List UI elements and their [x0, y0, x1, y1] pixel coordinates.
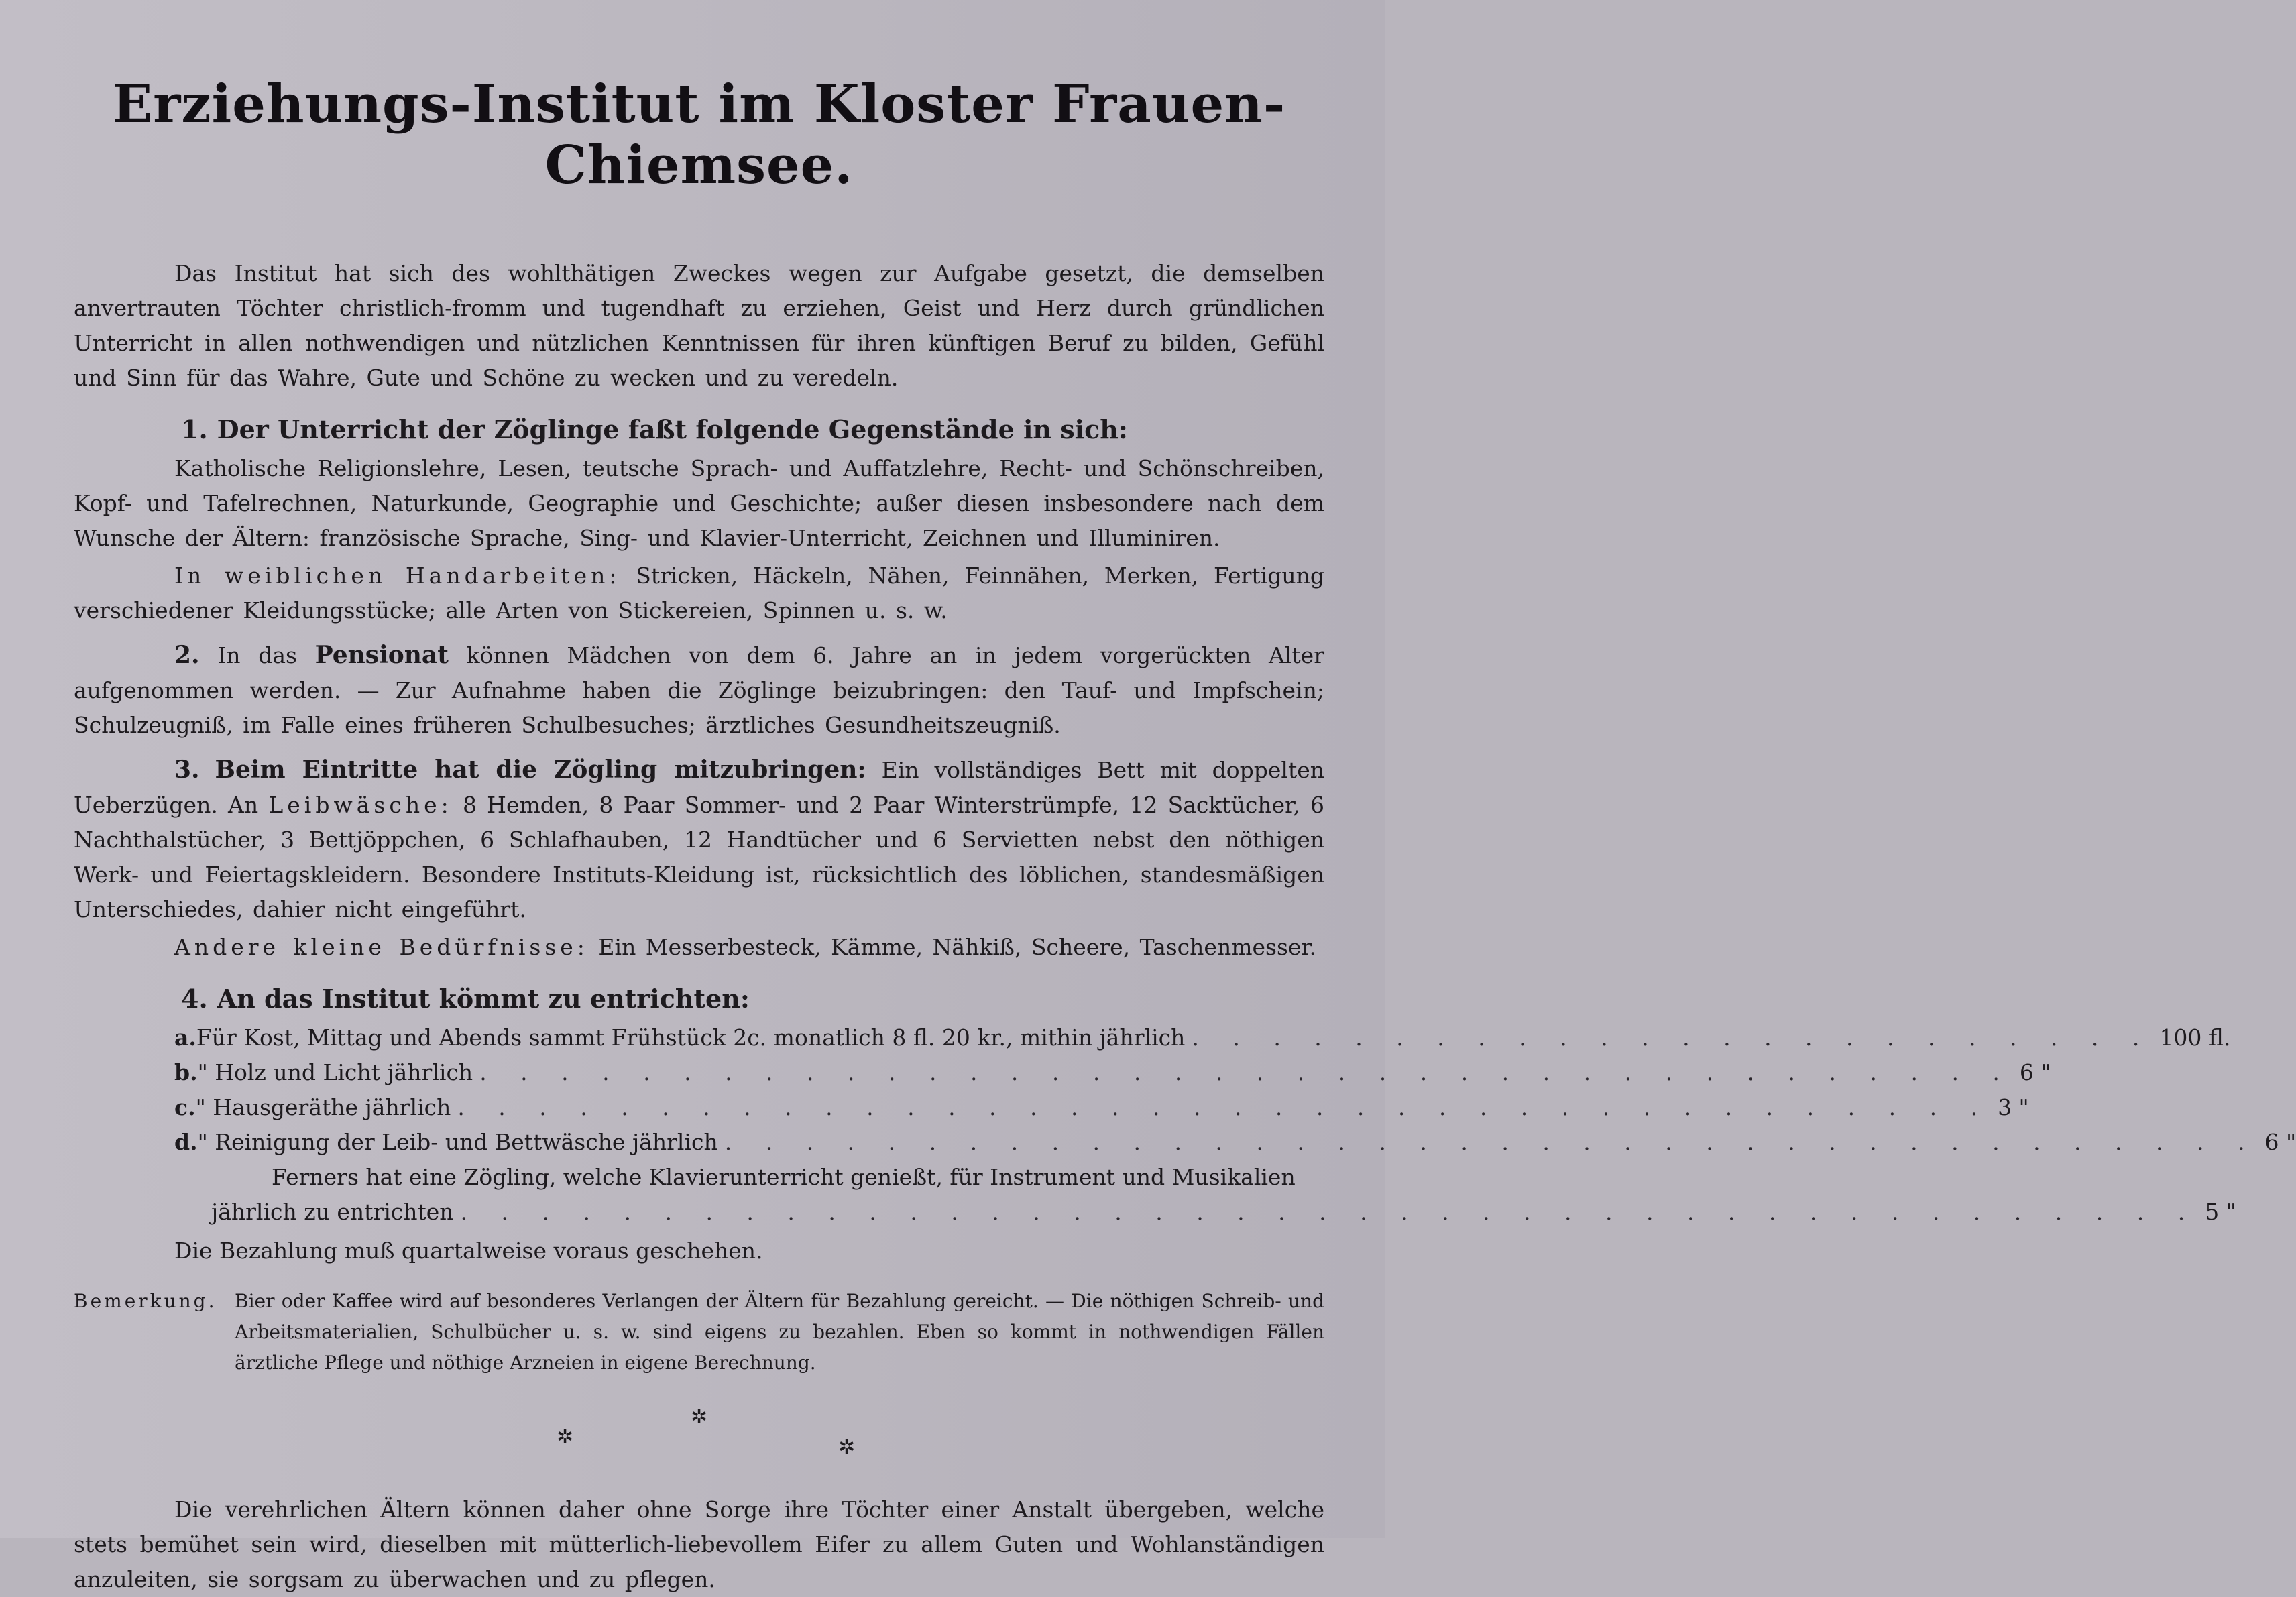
star-ornament: ✲: [838, 1435, 856, 1459]
fee-letter: b.: [174, 1059, 198, 1085]
fee-text: Für Kost, Mittag und Abends sammt Frühstück 2c. monatlich 8 fl. 20 kr., mithin jährlich: [196, 1024, 1186, 1051]
section-2-text-b: können Mädchen von dem 6. Jahre an in jedem vorgerückten Alter aufgenommen werden. — Zur Aufnahme haben die Zöglinge beizubringen: den Tauf- und Impfschein; Schulzeugniß, im Falle eines früheren Schulbesuches; ärztliches Gesundheitszeugniß.: [74, 642, 1324, 738]
ornament-stars: [74, 1405, 1324, 1479]
page-title: Erziehungs-Institut im Kloster Frauen-Chiemsee.: [112, 74, 1286, 196]
section-4-number: 4.: [181, 984, 208, 1014]
section-3-paragraph: [74, 752, 1324, 927]
fee-letter: d.: [174, 1129, 198, 1155]
fee-amount: 5 ": [2205, 1199, 2236, 1225]
fee-leader-dots: . . . . . . . . . . . . . . . . . . . . . . . . . . . . . . . . . . . . . .: [479, 1059, 2013, 1085]
fee-amount: 3 ": [1998, 1094, 2029, 1120]
fee-letter: c.: [174, 1094, 196, 1120]
section-2-paragraph: [74, 638, 1324, 743]
section-1-handwork: [74, 558, 1324, 628]
remark-text: Bier oder Kaffee wird auf besonderes Verlangen der Ältern für Bezahlung gereicht. — Die nöthigen Schreib- und Arbeitsmaterialien, Schulbücher u. s. w. sind eigens zu bezahlen. Eben so kommt in nothwendigen Fällen ärztliche Pflege und nöthige Arzneien in eigene Berechnung.: [235, 1290, 1324, 1374]
fee-row: [211, 1195, 2236, 1230]
fee-leader-dots: . . . . . . . . . . . . . . . . . . . . . . . . . . . . . . . . . . . . . . . . . . .: [460, 1199, 2199, 1225]
linen-label: Leibwäsche:: [268, 792, 453, 818]
section-2-text-a: In das: [217, 642, 297, 668]
section-4-heading-text: An das Institut kömmt zu entrichten:: [217, 984, 750, 1014]
section-2-bold-word: Pensionat: [314, 641, 449, 669]
fee-row: [174, 1055, 2051, 1090]
star-ornament: ✲: [691, 1405, 708, 1429]
section-3-text-a: Ein vollständiges Bett mit doppelten Ueberzügen. An: [74, 757, 1324, 818]
section-1-heading: [181, 414, 1324, 445]
needs-label: Andere kleine Bedürfnisse:: [174, 934, 589, 960]
fee-letter: a.: [174, 1024, 196, 1051]
fee-leader-dots: . . . . . . . . . . . . . . . . . . . . . . . .: [1192, 1024, 2153, 1051]
fee-amount: 6 ": [2019, 1059, 2051, 1085]
section-3-needs: [74, 930, 1324, 965]
fee-row: [174, 1020, 2231, 1055]
fee-amount: 6 ": [2264, 1129, 2296, 1155]
handwork-label: In weiblichen Handarbeiten:: [174, 563, 621, 589]
fee-leader-dots: . . . . . . . . . . . . . . . . . . . . . . . . . . . . . . . . . . . . . .: [457, 1094, 1992, 1120]
piano-fee-note-line1: Ferners hat eine Zögling, welche Klavierunterricht genießt, für Instrument und Musikalien: [272, 1164, 1296, 1190]
fee-leader-dots: . . . . . . . . . . . . . . . . . . . . . . . . . . . . . . . . . . . . . .: [724, 1129, 2258, 1155]
section-2-number: 2.: [174, 641, 200, 669]
intro-paragraph: Das Institut hat sich des wohlthätigen Zweckes wegen zur Aufgabe gesetzt, die demselben anvertrauten Töchter christlich-fromm und tugendhaft zu erziehen, Geist und Herz durch gründlichen Unterricht in allen nothwendigen und nützlichen Kenntnissen für ihren künftigen Beruf zu bilden, Gefühl und Sinn für das Wahre, Gute und Schöne zu wecken und zu veredeln.: [74, 260, 1324, 391]
section-3-text-b: 8 Hemden, 8 Paar Sommer- und 2 Paar Winterstrümpfe, 12 Sacktücher, 6 Nachthalstücher, 3 Bettjöppchen, 6 Schlafhauben, 12 Handtücher und 6 Servietten nebst den nöthigen Werk- und Feiertagskleidern. Besondere Instituts-Kleidung ist, rücksichtlich des löblichen, standesmäßigen Unterschiedes, dahier nicht eingeführt.: [74, 792, 1324, 923]
fee-text: " Hausgeräthe jährlich: [195, 1094, 451, 1120]
fee-list: [174, 1020, 2296, 1268]
handwork-text: Stricken, Häckeln, Nähen, Feinnähen, Merken, Fertigung verschiedener Kleidungsstücke; alle Arten von Stickereien, Spinnen u. s. w.: [74, 563, 1324, 624]
remark: [74, 1286, 1324, 1378]
piano-fee-note-line2: jährlich zu entrichten: [211, 1199, 454, 1225]
remark-label: Bemerkung.: [74, 1290, 217, 1312]
section-3-heading: Beim Eintritte hat die Zögling mitzubringen:: [215, 756, 866, 784]
payment-note: Die Bezahlung muß quartalweise voraus geschehen.: [174, 1238, 763, 1264]
needs-text: Ein Messerbesteck, Kämme, Nähkiß, Scheere, Taschenmesser.: [598, 934, 1317, 960]
fee-text: " Holz und Licht jährlich: [197, 1059, 473, 1085]
star-ornament: ✲: [557, 1425, 574, 1449]
section-1-heading-text: Der Unterricht der Zöglinge faßt folgende Gegenstände in sich:: [217, 414, 1128, 445]
section-1-text: Katholische Religionslehre, Lesen, teutsche Sprach- und Auffatzlehre, Recht- und Schönschreiben, Kopf- und Tafelrechnen, Naturkunde, Geographie und Geschichte; außer diesen insbesondere nach dem Wunsche der Ältern: französische Sprache, Sing- und Klavier-Unterricht, Zeichnen und Illuminiren.: [74, 455, 1324, 551]
section-3-number: 3.: [174, 756, 200, 784]
fee-row: [174, 1090, 2029, 1125]
fee-text: " Reinigung der Leib- und Bettwäsche jährlich: [197, 1129, 718, 1155]
section-4-heading: [181, 984, 1324, 1014]
fee-amount: 100 fl.: [2159, 1024, 2231, 1051]
section-1-number: 1.: [181, 414, 208, 445]
piano-fee-note: [211, 1160, 2236, 1230]
fee-row: [174, 1125, 2296, 1160]
closing-paragraph: Die verehrlichen Ältern können daher ohne Sorge ihre Töchter einer Anstalt übergeben, welche stets bemühet sein wird, dieselben mit mütterlich-liebevollem Eifer zu allem Guten und Wohlanständigen anzuleiten, sie sorgsam zu überwachen und zu pflegen.: [74, 1496, 1324, 1592]
